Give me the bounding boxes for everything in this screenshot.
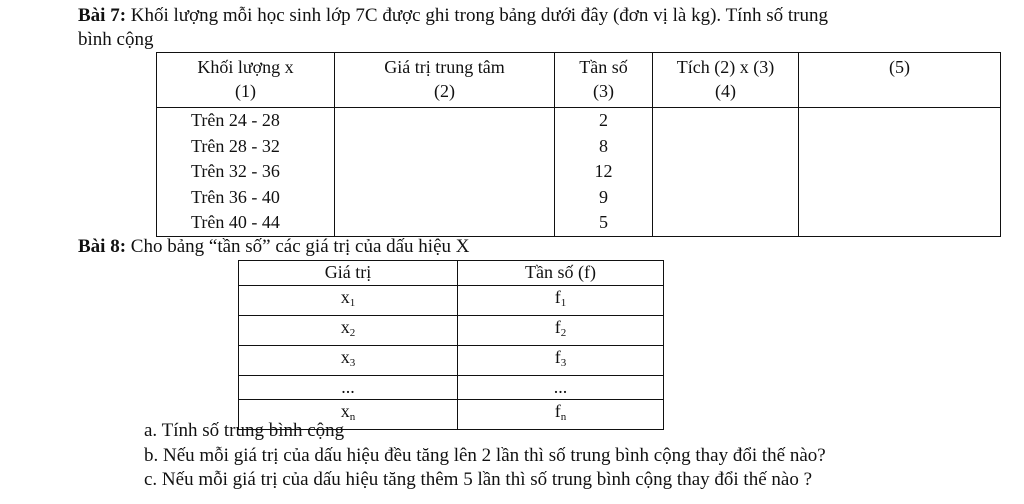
frequency-item: 8 xyxy=(599,135,608,156)
frequencies-cell xyxy=(555,108,653,237)
range-item: Trên 24 - 28 xyxy=(191,110,280,130)
frequency-item: 5 xyxy=(599,212,608,232)
bai7-text: Khối lượng mỗi học sinh lớp 7C được ghi trong bảng dưới đây (đơn vị là kg). Tính số trung xyxy=(126,5,828,26)
range-item: Trên 28 - 32 xyxy=(191,135,280,156)
table-row: ... ... xyxy=(239,375,664,400)
range-item: Trên 32 - 36 xyxy=(191,161,280,181)
value-frequency-table xyxy=(238,260,664,430)
range-item: Trên 36 - 40 xyxy=(191,186,280,207)
question-b: b. Nếu mỗi giá trị của dấu hiệu đều tăng lên 2 lần thì số trung bình cộng thay đổi thế nào? xyxy=(144,445,826,466)
header-col5: (5) xyxy=(799,53,1001,108)
table-header-row xyxy=(239,261,664,286)
weight-ranges-cell xyxy=(157,108,335,237)
header-frequency: Tần số (3) xyxy=(555,53,653,108)
table-row: $x_3$ $f_3$ xyxy=(239,345,664,375)
table-header-row xyxy=(157,53,1001,108)
bai8-paragraph xyxy=(78,236,470,258)
frequency-item: 9 xyxy=(599,186,608,207)
bai7-paragraph-line2: bình cộng xyxy=(78,29,154,50)
col5-cell xyxy=(799,108,1001,237)
table-row: $x_n$ $f_n$ xyxy=(239,400,664,430)
frequency-item: 2 xyxy=(599,110,608,130)
bai7-label: Bài 7: xyxy=(78,5,127,26)
bai7-paragraph-line1 xyxy=(78,5,828,27)
bai8-label: Bài 8: xyxy=(78,236,127,257)
range-item: Trên 40 - 44 xyxy=(191,212,280,232)
bai8-text: Cho bảng “tần số” các giá trị của dấu hiệu X xyxy=(126,236,470,257)
products-cell xyxy=(653,108,799,237)
header-center-value: Giá trị trung tâm (2) xyxy=(335,53,555,108)
table-body-row xyxy=(157,108,1001,237)
header-weight: Khối lượng x (1) xyxy=(157,53,335,108)
weight-frequency-table xyxy=(156,52,1001,237)
center-values-cell xyxy=(335,108,555,237)
header-value: Giá trị xyxy=(239,261,458,286)
question-c: c. Nếu mỗi giá trị của dấu hiệu tăng thêm 5 lần thì số trung bình cộng thay đổi thế nào ? xyxy=(144,469,813,490)
frequency-item: 12 xyxy=(594,161,613,181)
table-row: $x_1$ $f_1$ xyxy=(239,285,664,315)
header-frequency-f: Tần số (f) xyxy=(458,261,664,286)
table-row: $x_2$ $f_2$ xyxy=(239,315,664,345)
header-product: Tích (2) x (3) (4) xyxy=(653,53,799,108)
question-a: a. Tính số trung bình cộng xyxy=(144,420,345,441)
